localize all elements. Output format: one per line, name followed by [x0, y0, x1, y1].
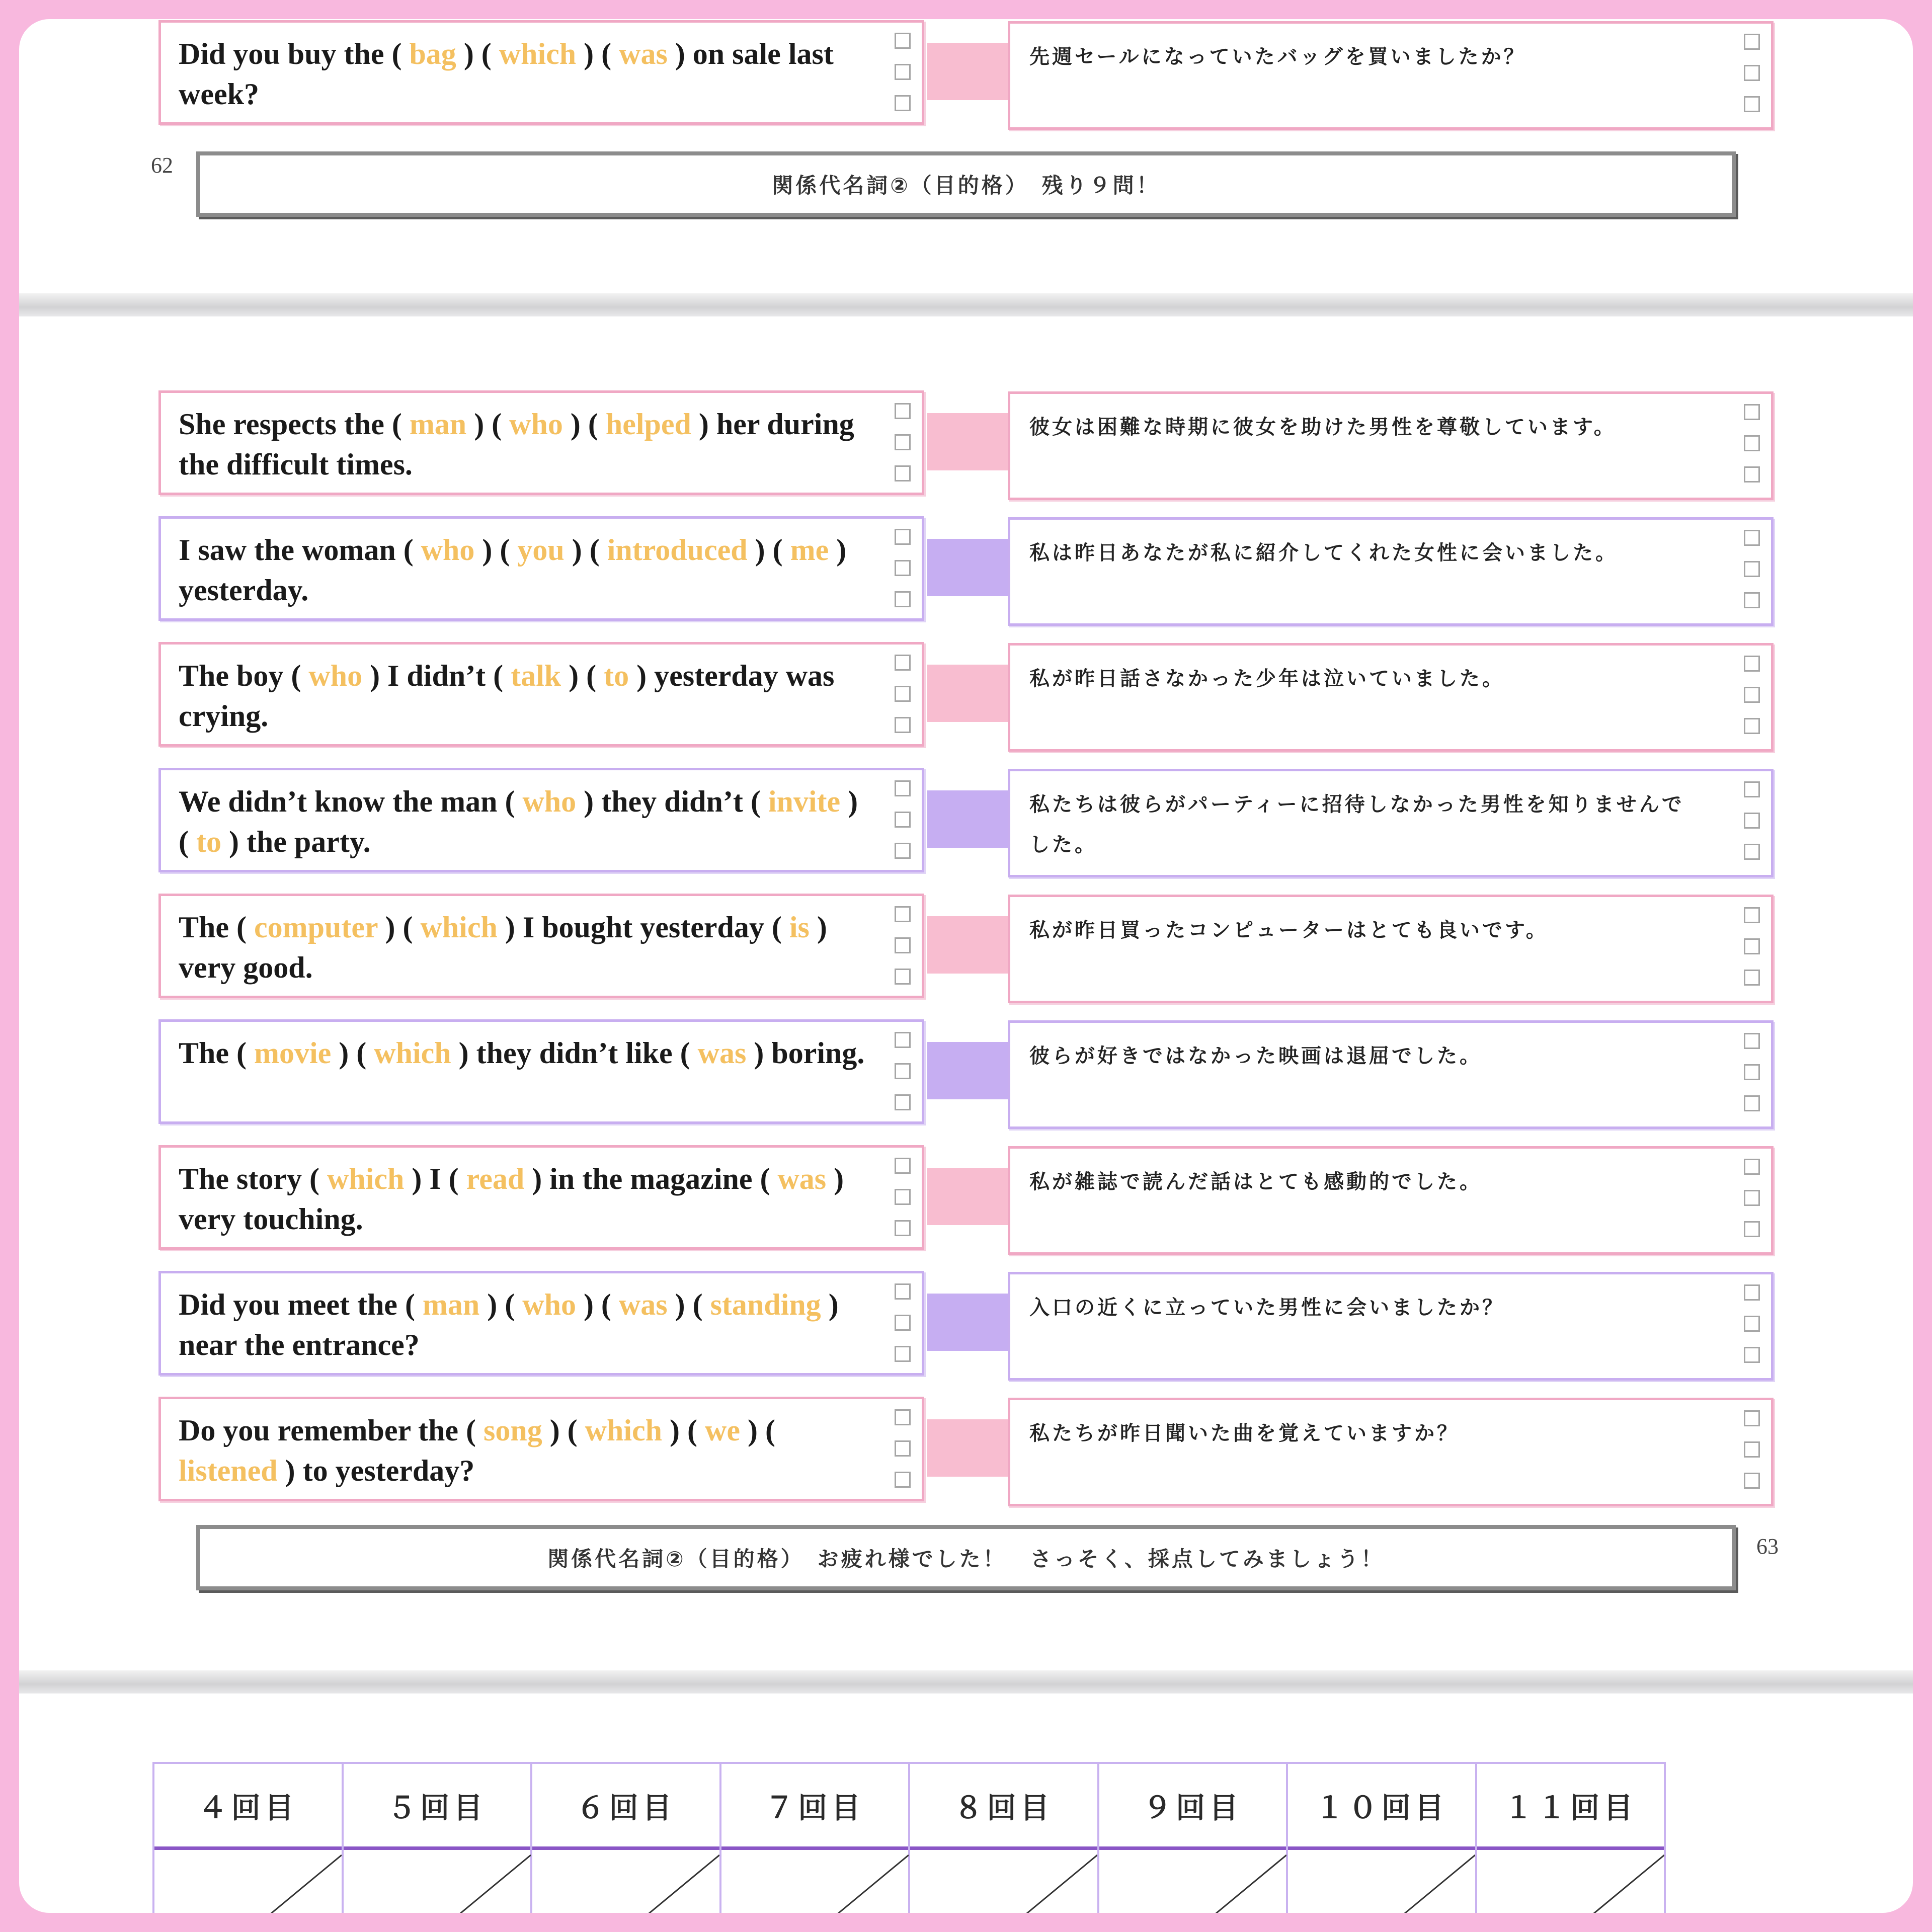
answer-word: me — [790, 533, 829, 567]
sentence-fragment: ) very good. — [179, 911, 827, 984]
sentence-fragment: ) ( — [562, 408, 606, 441]
checkbox[interactable] — [895, 529, 911, 545]
sentence-fragment: ) very touching. — [179, 1162, 844, 1236]
sentence-fragment: ) ( — [466, 408, 510, 441]
attempt-header: ６回目 — [532, 1764, 719, 1850]
answer-word: man — [422, 1288, 480, 1321]
score-column — [532, 1764, 721, 1913]
sentence-fragment: ) ( — [479, 1288, 523, 1321]
checkbox[interactable] — [1744, 435, 1760, 451]
sentence-fragment: ) I didn’t ( — [362, 659, 511, 692]
check-boxes — [1744, 1284, 1760, 1378]
answer-word: computer — [254, 911, 378, 944]
sentence-fragment: ) in the magazine ( — [524, 1162, 778, 1195]
connector-bar — [927, 790, 1008, 848]
question-text — [179, 907, 873, 988]
question-text — [179, 781, 873, 862]
page-separator — [19, 293, 1913, 316]
question-box — [158, 1145, 924, 1250]
answer-word: was — [619, 37, 668, 70]
attempt-header: ８回目 — [910, 1764, 1097, 1850]
progress-banner-62: 関係代名詞②（目的格） 残り９問！ — [196, 151, 1736, 217]
answer-word: who — [509, 408, 563, 441]
checkbox[interactable] — [895, 1346, 911, 1362]
checkbox[interactable] — [895, 655, 911, 671]
answer-box — [1008, 1398, 1774, 1506]
japanese-translation: 私が雑誌で読んだ話はとても感動的でした。 — [1029, 1170, 1482, 1193]
score-entry-cell[interactable] — [532, 1850, 719, 1913]
score-column — [910, 1764, 1099, 1913]
answer-word: was — [618, 1288, 668, 1321]
sentence-fragment: ) I ( — [404, 1162, 466, 1195]
answer-word: invite — [768, 785, 841, 818]
japanese-translation: 私たちが昨日聞いた曲を覚えていますか？ — [1029, 1422, 1460, 1445]
checkbox[interactable] — [1744, 781, 1760, 797]
checkbox[interactable] — [1744, 561, 1760, 577]
checkbox[interactable] — [1744, 65, 1760, 81]
sentence-fragment: The story ( — [179, 1162, 327, 1195]
japanese-translation: 入口の近くに立っていた男性に会いましたか？ — [1029, 1296, 1505, 1319]
attempt-header: ９回目 — [1099, 1764, 1286, 1850]
answer-word: to — [604, 659, 629, 692]
answer-box — [1008, 769, 1774, 877]
check-boxes — [1744, 1033, 1760, 1126]
check-boxes — [895, 403, 911, 497]
sentence-fragment: We didn’t know the man ( — [179, 785, 523, 818]
check-boxes — [1744, 1159, 1760, 1252]
attempt-header: ４回目 — [154, 1764, 342, 1850]
answer-word: to — [196, 825, 221, 858]
checkbox[interactable] — [1744, 1441, 1760, 1458]
score-slash — [1477, 1850, 1664, 1913]
answer-word: bag — [409, 37, 456, 70]
check-boxes — [1744, 34, 1760, 127]
checkbox[interactable] — [895, 780, 911, 796]
score-slash — [1288, 1850, 1475, 1913]
sentence-fragment: The ( — [179, 1036, 254, 1070]
check-boxes — [895, 655, 911, 748]
japanese-translation: 先週セールになっていたバッグを買いましたか？ — [1029, 45, 1526, 68]
checkbox[interactable] — [1744, 687, 1760, 703]
score-slash — [1099, 1850, 1286, 1913]
answer-word: which — [585, 1414, 663, 1447]
sentence-fragment: ) they didn’t ( — [576, 785, 768, 818]
answer-word: talk — [511, 659, 561, 692]
sentence-fragment: She respects the ( — [179, 408, 410, 441]
checkbox[interactable] — [895, 906, 911, 922]
question-text — [179, 530, 873, 610]
score-entry-cell[interactable] — [1288, 1850, 1475, 1913]
answer-word: we — [705, 1414, 740, 1447]
check-boxes — [1744, 1410, 1760, 1504]
answer-word: song — [483, 1414, 542, 1447]
score-column — [154, 1764, 344, 1913]
checkbox[interactable] — [1744, 718, 1760, 734]
check-boxes — [1744, 530, 1760, 623]
answer-box — [1008, 21, 1774, 130]
sentence-fragment: ) ( — [662, 1414, 705, 1447]
checkbox[interactable] — [895, 1315, 911, 1331]
check-boxes — [1744, 404, 1760, 498]
japanese-translation: 私が昨日買ったコンピューターはとても良いです。 — [1029, 919, 1549, 942]
workbook-pages — [19, 19, 1913, 1913]
sentence-fragment: ) I bought yesterday ( — [497, 911, 789, 944]
checkbox[interactable] — [1744, 1284, 1760, 1301]
question-text — [179, 34, 873, 114]
checkbox[interactable] — [1744, 530, 1760, 546]
sentence-fragment: ) yesterday was crying. — [179, 659, 835, 733]
sentence-fragment: ) ( — [179, 785, 858, 858]
answer-word: man — [409, 408, 467, 441]
checkbox[interactable] — [895, 591, 911, 607]
check-boxes — [895, 1032, 911, 1125]
answer-word: who — [421, 533, 475, 567]
check-boxes — [895, 780, 911, 874]
sentence-fragment: Did you buy the ( — [179, 37, 410, 70]
checkbox[interactable] — [895, 95, 911, 111]
sentence-fragment: ) ( — [576, 37, 619, 70]
question-box — [158, 1019, 924, 1124]
checkbox[interactable] — [895, 1158, 911, 1174]
answer-box — [1008, 895, 1774, 1003]
score-table — [152, 1762, 1666, 1913]
checkbox[interactable] — [1744, 970, 1760, 986]
connector-bar — [927, 43, 1008, 100]
sentence-fragment: ) her during the difficult times. — [179, 408, 854, 481]
score-column — [721, 1764, 911, 1913]
check-boxes — [895, 1283, 911, 1377]
score-column — [1477, 1764, 1666, 1913]
checkbox[interactable] — [895, 64, 911, 80]
answer-box — [1008, 517, 1774, 626]
connector-bar — [927, 539, 1008, 596]
checkbox[interactable] — [1744, 844, 1760, 860]
checkbox[interactable] — [895, 465, 911, 481]
connector-bar — [927, 665, 1008, 722]
checkbox[interactable] — [895, 969, 911, 985]
check-boxes — [895, 1409, 911, 1503]
question-box — [158, 768, 924, 872]
checkbox[interactable] — [895, 1220, 911, 1236]
connector-bar — [927, 1419, 1008, 1477]
score-entry-cell[interactable] — [1099, 1850, 1286, 1913]
score-entry-cell[interactable] — [344, 1850, 531, 1913]
answer-word: was — [777, 1162, 827, 1195]
check-boxes — [1744, 656, 1760, 749]
sentence-fragment: ) on sale last week? — [179, 37, 834, 111]
sentence-fragment: ) ( — [740, 1414, 775, 1447]
answer-word: standing — [710, 1288, 821, 1321]
answer-word: which — [420, 911, 498, 944]
checkbox[interactable] — [1744, 34, 1760, 50]
checkbox[interactable] — [895, 1283, 911, 1300]
checkbox[interactable] — [895, 1094, 911, 1110]
answer-box — [1008, 391, 1774, 500]
connector-bar — [927, 413, 1008, 470]
checkbox[interactable] — [895, 686, 911, 702]
sentence-fragment: Do you remember the ( — [179, 1414, 484, 1447]
attempt-header: ７回目 — [721, 1764, 909, 1850]
sentence-fragment: ) to yesterday? — [277, 1454, 475, 1487]
checkbox[interactable] — [895, 812, 911, 828]
checkbox[interactable] — [895, 560, 911, 576]
checkbox[interactable] — [1744, 1473, 1760, 1489]
checkbox[interactable] — [1744, 1221, 1760, 1237]
check-boxes — [1744, 781, 1760, 875]
question-box — [158, 642, 924, 747]
score-slash — [910, 1850, 1097, 1913]
checkbox[interactable] — [1744, 656, 1760, 672]
check-boxes — [895, 906, 911, 1000]
sentence-fragment: I saw the woman ( — [179, 533, 421, 567]
checkbox[interactable] — [895, 434, 911, 450]
question-box — [158, 1397, 924, 1501]
attempt-header: １１回目 — [1477, 1764, 1664, 1850]
question-text — [179, 1159, 873, 1239]
checkbox[interactable] — [1744, 1033, 1760, 1049]
checkbox[interactable] — [1744, 1410, 1760, 1426]
question-text — [179, 1033, 873, 1073]
question-box — [158, 1271, 924, 1376]
question-box — [158, 390, 924, 495]
question-text — [179, 1410, 873, 1491]
checkbox[interactable] — [895, 717, 911, 733]
answer-word: which — [374, 1036, 451, 1070]
question-box — [158, 516, 924, 621]
sentence-fragment: ) boring. — [746, 1036, 865, 1070]
page-number-62: 62 — [151, 153, 173, 178]
sentence-fragment: ) ( — [561, 659, 604, 692]
question-box — [158, 20, 924, 125]
connector-bar — [927, 1042, 1008, 1099]
check-boxes — [895, 529, 911, 622]
score-entry-cell[interactable] — [910, 1850, 1097, 1913]
checkbox[interactable] — [1744, 1190, 1760, 1206]
check-boxes — [1744, 907, 1760, 1001]
answer-word: movie — [254, 1036, 332, 1070]
checkbox[interactable] — [1744, 907, 1760, 923]
sentence-fragment: ) ( — [377, 911, 421, 944]
score-slash — [344, 1850, 531, 1913]
checkbox[interactable] — [895, 403, 911, 419]
checkbox[interactable] — [1744, 813, 1760, 829]
answer-word: who — [308, 659, 363, 692]
score-entry-cell[interactable] — [154, 1850, 342, 1913]
sentence-fragment: The boy ( — [179, 659, 309, 692]
checkbox[interactable] — [1744, 938, 1760, 954]
question-text — [179, 404, 873, 485]
sentence-fragment: ) they didn’t like ( — [451, 1036, 698, 1070]
question-text — [179, 1284, 873, 1365]
sentence-fragment: ) the party. — [221, 825, 371, 858]
check-boxes — [895, 33, 911, 126]
checkbox[interactable] — [895, 1472, 911, 1488]
answer-box — [1008, 1272, 1774, 1381]
completion-banner-63: 関係代名詞②（目的格） お疲れ様でした！ さっそく、採点してみましょう！ — [196, 1525, 1736, 1590]
sentence-fragment: ) ( — [456, 37, 499, 70]
sentence-fragment: The ( — [179, 911, 254, 944]
attempt-header: １０回目 — [1288, 1764, 1475, 1850]
checkbox[interactable] — [1744, 1064, 1760, 1080]
answer-word: who — [522, 785, 577, 818]
sentence-fragment: ) yesterday. — [179, 533, 847, 607]
checkbox[interactable] — [1744, 1347, 1760, 1363]
question-box — [158, 894, 924, 998]
sentence-fragment: Did you meet the ( — [179, 1288, 423, 1321]
checkbox[interactable] — [1744, 404, 1760, 420]
page-separator — [19, 1670, 1913, 1694]
answer-box — [1008, 1020, 1774, 1129]
page-number-63: 63 — [1756, 1534, 1779, 1559]
checkbox[interactable] — [895, 1189, 911, 1205]
connector-bar — [927, 916, 1008, 974]
answer-word: introduced — [607, 533, 748, 567]
checkbox[interactable] — [895, 33, 911, 49]
checkbox[interactable] — [895, 1440, 911, 1457]
checkbox[interactable] — [1744, 466, 1760, 482]
checkbox[interactable] — [1744, 1159, 1760, 1175]
answer-box — [1008, 1146, 1774, 1255]
checkbox[interactable] — [895, 1032, 911, 1048]
sentence-fragment: ) near the entrance? — [179, 1288, 839, 1361]
answer-word: you — [517, 533, 565, 567]
score-slash — [721, 1850, 909, 1913]
japanese-translation: 私は昨日あなたが私に紹介してくれた女性に会いました。 — [1029, 541, 1618, 565]
sentence-fragment: ) ( — [667, 1288, 710, 1321]
japanese-translation: 彼らが好きではなかった映画は退屈でした。 — [1029, 1044, 1482, 1068]
sentence-fragment: ) ( — [747, 533, 790, 567]
score-column — [344, 1764, 533, 1913]
checkbox[interactable] — [895, 1063, 911, 1079]
connector-bar — [927, 1168, 1008, 1225]
answer-word: helped — [605, 408, 691, 441]
sentence-fragment: ) ( — [564, 533, 607, 567]
japanese-translation: 彼女は困難な時期に彼女を助けた男性を尊敬しています。 — [1029, 416, 1617, 439]
score-slash — [532, 1850, 719, 1913]
checkbox[interactable] — [1744, 1095, 1760, 1111]
answer-word: who — [522, 1288, 576, 1321]
answer-word: read — [466, 1162, 525, 1195]
answer-word: which — [499, 37, 577, 70]
sentence-fragment: ) ( — [542, 1414, 585, 1447]
score-slash — [154, 1850, 342, 1913]
checkbox[interactable] — [895, 937, 911, 953]
answer-word: was — [697, 1036, 747, 1070]
answer-word: is — [789, 911, 810, 944]
checkbox[interactable] — [895, 1409, 911, 1425]
checkbox[interactable] — [1744, 1316, 1760, 1332]
checkbox[interactable] — [1744, 592, 1760, 608]
checkbox[interactable] — [895, 843, 911, 859]
answer-word: which — [327, 1162, 405, 1195]
attempt-header: ５回目 — [344, 1764, 531, 1850]
sentence-fragment: ) ( — [331, 1036, 374, 1070]
connector-bar — [927, 1294, 1008, 1351]
japanese-translation: 私が昨日話さなかった少年は泣いていました。 — [1029, 667, 1505, 690]
checkbox[interactable] — [1744, 96, 1760, 112]
answer-box — [1008, 643, 1774, 752]
score-entry-cell[interactable] — [1477, 1850, 1664, 1913]
score-column — [1099, 1764, 1289, 1913]
score-entry-cell[interactable] — [721, 1850, 909, 1913]
answer-word: listened — [179, 1454, 278, 1487]
japanese-translation: 私たちは彼らがパーティーに招待しなかった男性を知りませんでした。 — [1029, 793, 1684, 856]
check-boxes — [895, 1158, 911, 1251]
question-text — [179, 656, 873, 736]
sentence-fragment: ) ( — [474, 533, 518, 567]
sentence-fragment: ) ( — [576, 1288, 619, 1321]
score-column — [1288, 1764, 1477, 1913]
